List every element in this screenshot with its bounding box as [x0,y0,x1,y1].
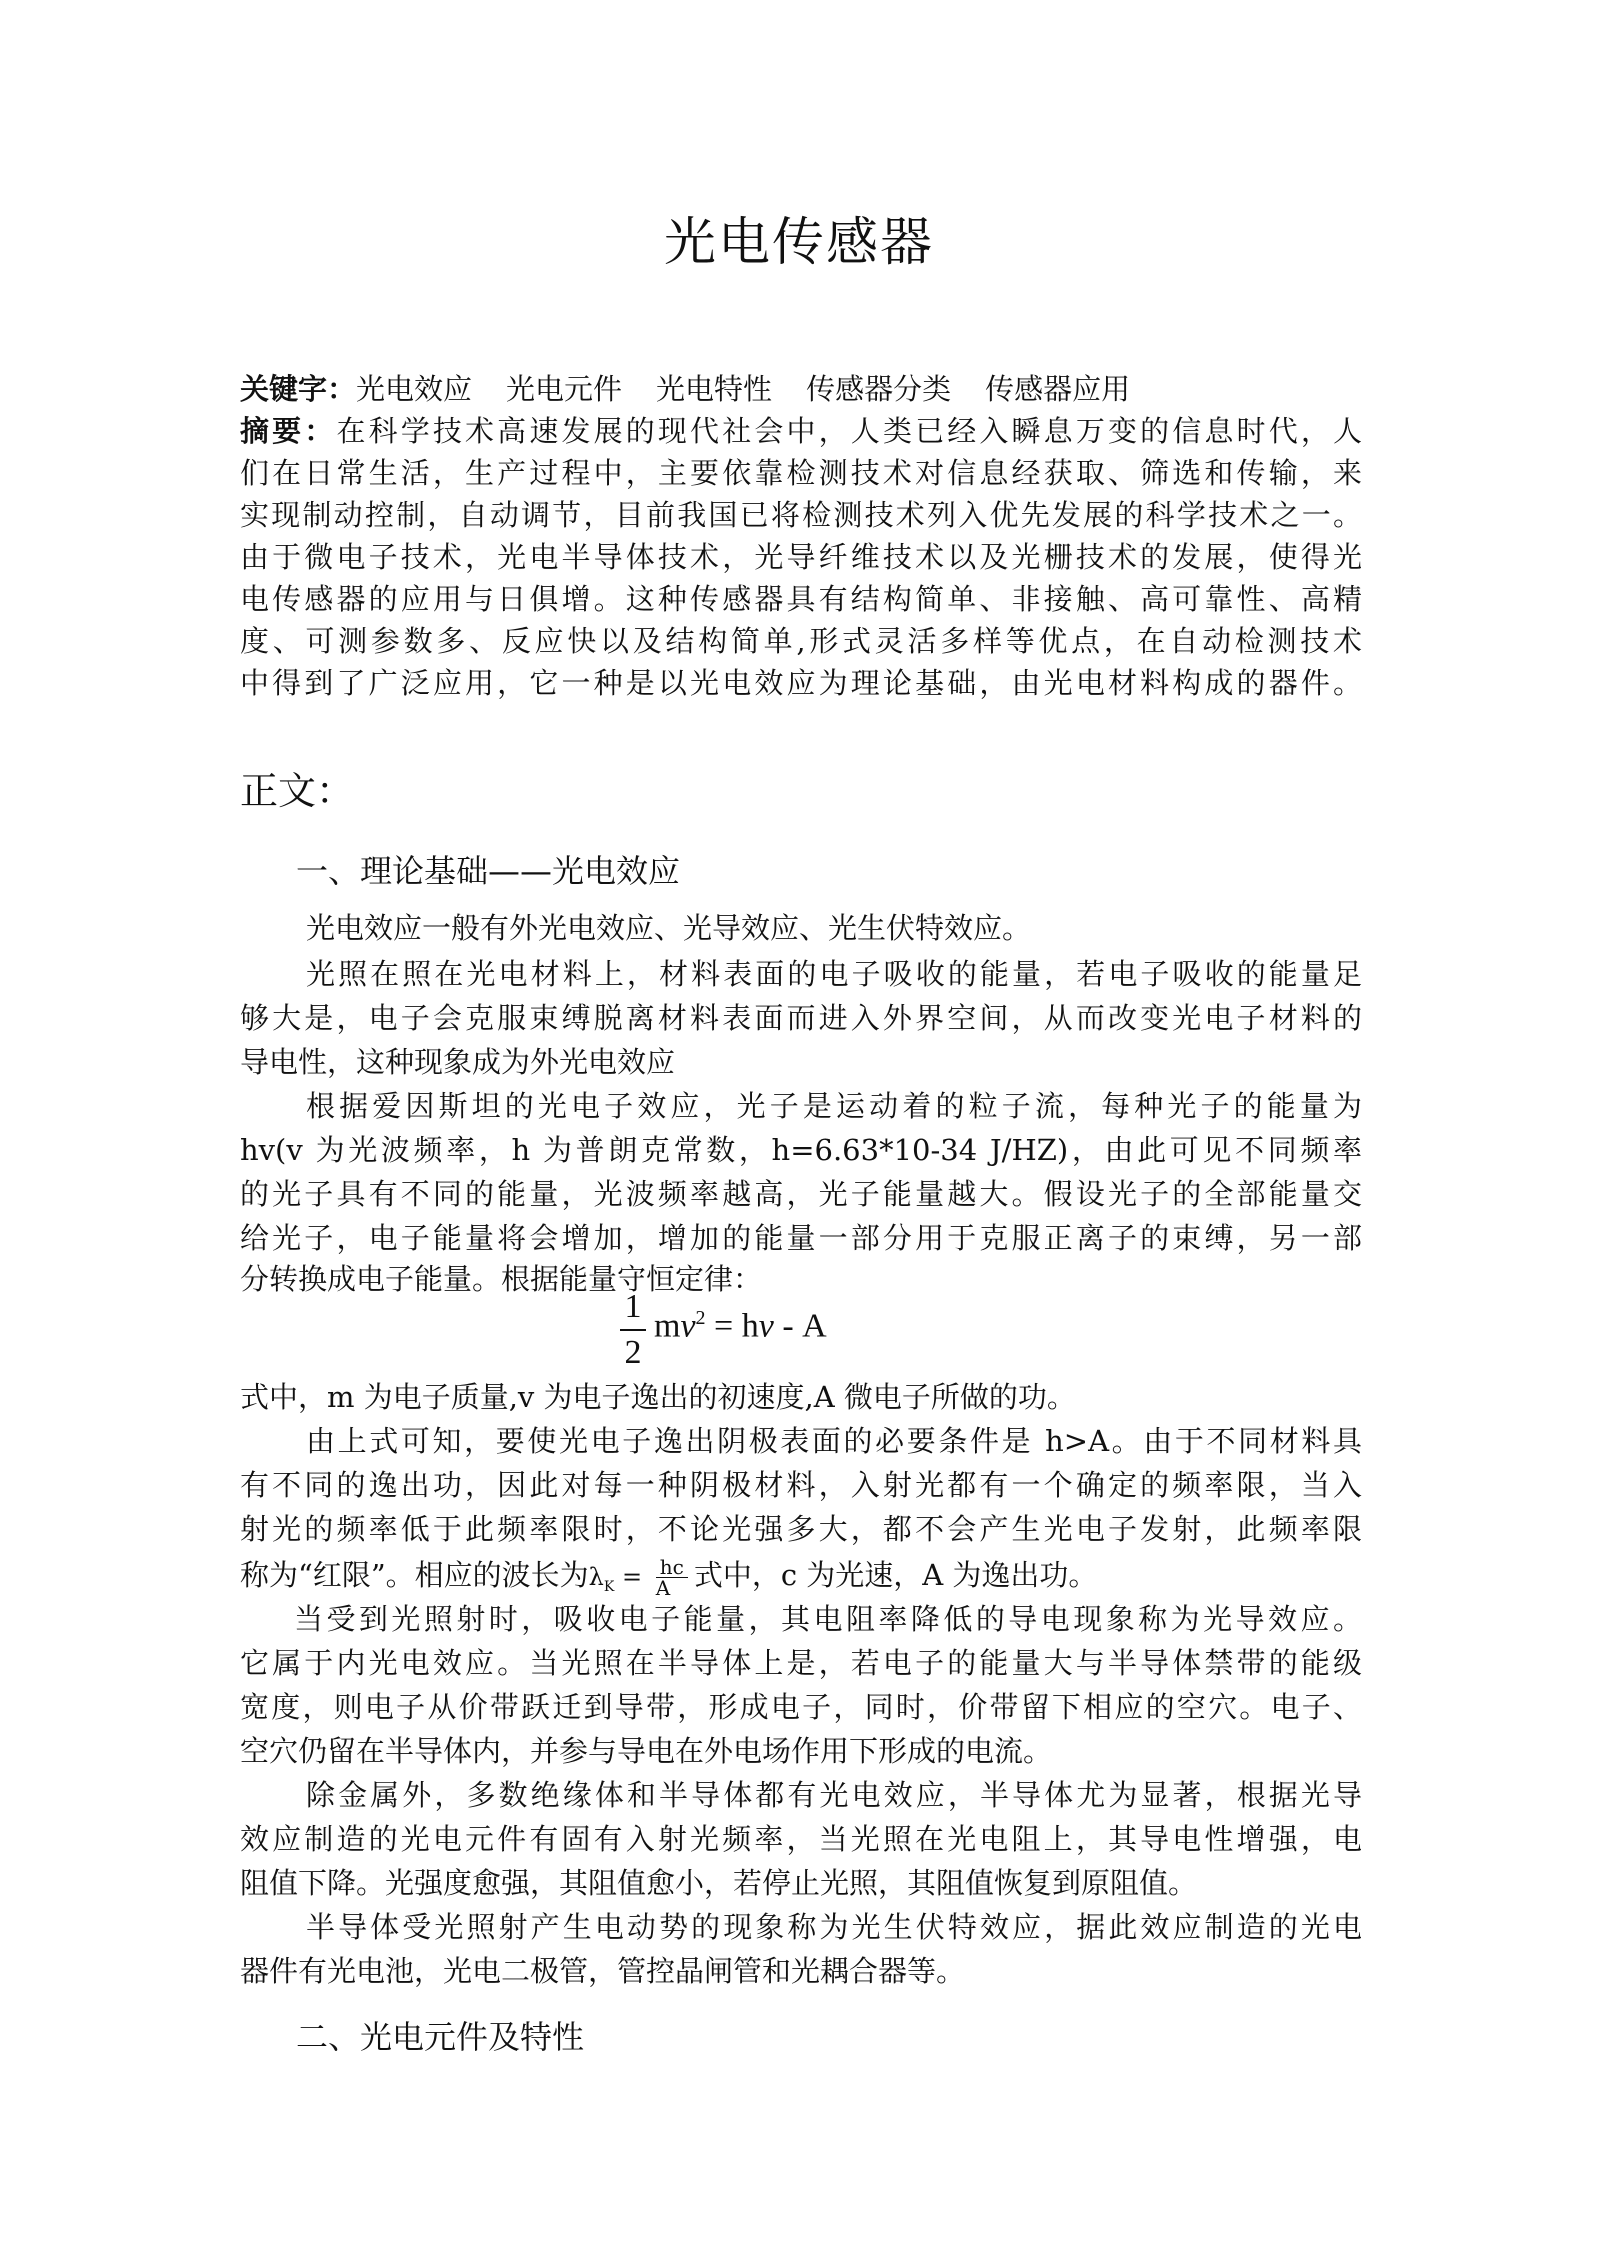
paragraph-line: 光电效应一般有外光电效应、光导效应、光生伏特效应。 [306,911,1032,945]
abstract-line: 实现制动控制，自动调节，目前我国已将检测技术列入优先发展的科学技术之一。 [240,498,1362,532]
fraction-one-half: 1 2 [620,1285,646,1375]
paragraph-line: 器件有光电池，光电二极管，管控晶闸管和光耦合器等。 [240,1954,966,1988]
keywords-label: 关键字： [240,372,357,406]
paragraph-line: 宽度，则电子从价带跃迁到导带，形成电子，同时，价带留下相应的空穴。电子、 [240,1690,1362,1724]
abstract-line: 由于微电子技术，光电半导体技术，光导纤维技术以及光栅技术的发展，使得光 [240,540,1362,574]
keyword-item: 光电特性 [656,372,773,406]
abstract-label: 摘要： [240,414,337,448]
paragraph-line: 给光子，电子能量将会增加，增加的能量一部分用于克服正离子的束缚，另一部 [240,1221,1362,1255]
section2-heading: 二、光电元件及特性 [296,2018,585,2056]
paragraph-line: 由上式可知，要使光电子逸出阴极表面的必要条件是 h>A。由于不同材料具 [306,1424,1362,1458]
abstract-line: 摘要：在科学技术高速发展的现代社会中，人类已经入瞬息万变的信息时代，人 [240,414,1362,448]
paragraph-line: 够大是，电子会克服束缚脱离材料表面而进入外界空间，从而改变光电子材料的 [240,1001,1362,1035]
section1-heading: 一、理论基础——光电效应 [296,852,681,890]
abstract-line: 电传感器的应用与日俱增。这种传感器具有结构简单、非接触、高可靠性、高精 [240,582,1362,616]
paragraph-line: 分转换成电子能量。根据能量守恒定律： [240,1262,763,1296]
keywords-line [240,368,1362,410]
paragraph-line: 阻值下降。光强度愈强，其阻值愈小，若停止光照，其阻值恢复到原阻值。 [240,1866,1198,1900]
fraction-hc-over-a: $\frac{hc}{A}$ [656,1557,688,1598]
paragraph-line: 有不同的逸出功，因此对每一种阴极材料，入射光都有一个确定的频率限，当入 [240,1468,1362,1502]
paragraph-line: 半导体受光照射产生电动势的现象称为光生伏特效应，据此效应制造的光电 [306,1910,1362,1944]
paragraph-line: 光照在照在光电材料上，材料表面的电子吸收的能量，若电子吸收的能量足 [306,957,1362,991]
abstract-line: 们在日常生活，生产过程中，主要依靠检测技术对信息经获取、筛选和传输，来 [240,456,1362,490]
paragraph-line: 的光子具有不同的能量，光波频率越高，光子能量越大。假设光子的全部能量交 [240,1177,1362,1211]
paragraph-line: 除金属外，多数绝缘体和半导体都有光电效应，半导体尤为显著，根据光导 [306,1778,1362,1812]
energy-equation [620,1285,920,1375]
paragraph-line: 根据爱因斯坦的光电子效应，光子是运动着的粒子流，每种光子的能量为 [306,1089,1362,1123]
keyword-item: 传感器应用 [985,372,1131,406]
keyword-item: 传感器分类 [806,372,952,406]
paragraph-line: 效应制造的光电元件有固有入射光频率，当光照在光电阻上，其导电性增强，电 [240,1822,1362,1856]
document-title: 光电传感器 [663,213,934,273]
abstract-line: 中得到了广泛应用，它一种是以光电效应为理论基础，由光电材料构成的器件。 [240,666,1362,700]
paragraph-line: 式中，m 为电子质量,v 为电子逸出的初速度,A 微电子所做的功。 [240,1380,1076,1414]
paragraph-line: hv(v 为光波频率，h 为普朗克常数，h=6.63*10-34 J/HZ)，由此可见不同频率 [240,1133,1362,1167]
paragraph-line: 当受到光照射时，吸收电子能量，其电阻率降低的导电现象称为光导效应。 [294,1602,1362,1636]
keyword-item: 光电效应 [356,372,473,406]
keyword-item: 光电元件 [506,372,623,406]
paragraph-line: 射光的频率低于此频率限时，不论光强多大，都不会产生光电子发射，此频率限 [240,1512,1362,1546]
paragraph-line: 导电性，这种现象成为外光电效应 [240,1045,676,1079]
wavelength-symbol: $\lambda_K$ = [588,1563,650,1595]
body-heading: 正文： [240,769,355,813]
equation-body: $m\nu^2 = h\nu - A$ [654,1307,827,1345]
abstract-line: 度、可测参数多、反应快以及结构简单,形式灵活多样等优点，在自动检测技术 [240,624,1362,658]
paragraph-line: 称为“红限”。相应的波长为$\lambda_K$ = $\frac{hc}{A}$ 式中，c 为光速，A 为逸出功。 [240,1554,1098,1600]
paragraph-line: 空穴仍留在半导体内，并参与导电在外电场作用下形成的电流。 [240,1734,1053,1768]
paragraph-line: 它属于内光电效应。当光照在半导体上是，若电子的能量大与半导体禁带的能级 [240,1646,1362,1680]
